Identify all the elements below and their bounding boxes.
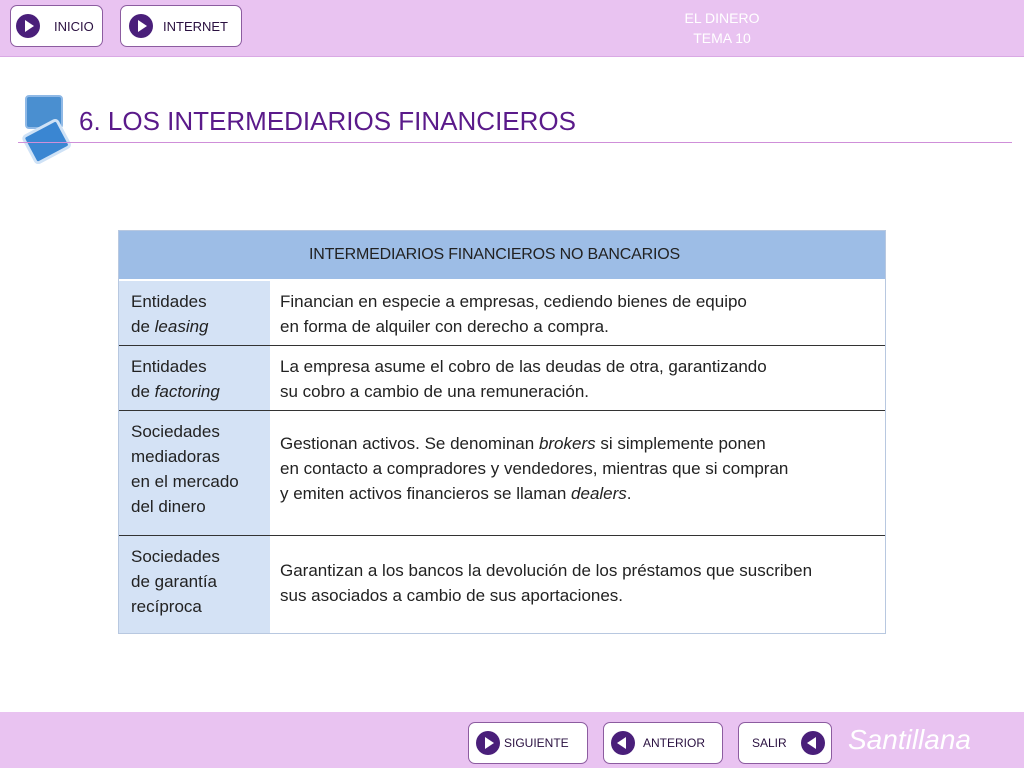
inicio-button[interactable] xyxy=(10,5,103,47)
row-desc-line: y emiten activos financieros se llaman dealers. xyxy=(280,484,632,503)
row-label-line: en el mercado xyxy=(131,472,239,491)
internet-label: INTERNET xyxy=(163,18,228,34)
row-label-line: Sociedades xyxy=(131,422,220,441)
row-label-cell xyxy=(119,411,270,536)
row-label-line: de leasing xyxy=(131,317,209,336)
row-label-line: Entidades xyxy=(131,357,207,376)
siguiente-label: SIGUIENTE xyxy=(504,736,569,750)
internet-button[interactable] xyxy=(120,5,242,47)
row-desc-line: su cobro a cambio de una remuneración. xyxy=(280,382,590,401)
row-desc-line: Financian en especie a empresas, cediendo bienes de equipo xyxy=(280,292,747,311)
row-label-line: mediadoras xyxy=(131,447,220,466)
brand-logo: Santillana xyxy=(848,724,971,755)
row-desc-line: en forma de alquiler con derecho a compra. xyxy=(280,317,609,336)
page-title: 6. LOS INTERMEDIARIOS FINANCIEROS xyxy=(79,106,576,136)
intermediaries-table xyxy=(118,230,886,634)
row-desc-line: La empresa asume el cobro de las deudas de otra, garantizando xyxy=(280,357,767,376)
row-label-line: Entidades xyxy=(131,292,207,311)
row-desc-line: Gestionan activos. Se denominan brokers si simplemente ponen xyxy=(280,434,766,453)
play-icon xyxy=(16,14,40,38)
table-row xyxy=(119,345,885,411)
tema-line-2: TEMA 10 xyxy=(693,30,751,46)
salir-label: SALIR xyxy=(752,736,787,750)
row-desc-cell xyxy=(270,346,885,411)
row-desc-cell xyxy=(270,281,885,346)
row-desc-cell xyxy=(270,411,885,536)
table-header-label: INTERMEDIARIOS FINANCIEROS NO BANCARIOS xyxy=(309,246,680,263)
inicio-label: INICIO xyxy=(54,18,94,34)
tema-label xyxy=(660,8,784,48)
title-divider xyxy=(18,142,1012,143)
row-label-cell xyxy=(119,281,270,346)
salir-button[interactable] xyxy=(738,722,832,764)
row-label-line: de garantía xyxy=(131,572,218,591)
row-desc-line: en contacto a compradores y vendedores, mientras que si compran xyxy=(280,459,789,478)
row-label-line: Sociedades xyxy=(131,547,220,566)
row-label-line: del dinero xyxy=(131,497,206,516)
table-row xyxy=(119,535,885,633)
siguiente-button[interactable] xyxy=(468,722,588,764)
row-label-line: de factoring xyxy=(131,382,220,401)
back-icon xyxy=(611,731,635,755)
row-desc-line: Garantizan a los bancos la devolución de los préstamos que suscriben xyxy=(280,561,813,580)
row-label-cell xyxy=(119,346,270,411)
table-header xyxy=(119,231,885,279)
anterior-button[interactable] xyxy=(603,722,723,764)
row-label-cell xyxy=(119,536,270,633)
row-desc-cell xyxy=(270,536,885,633)
table-row xyxy=(119,410,885,536)
table-row xyxy=(119,281,885,346)
row-desc-line: sus asociados a cambio de sus aportaciones. xyxy=(280,586,624,605)
play-icon xyxy=(476,731,500,755)
slides-icon xyxy=(20,94,76,164)
anterior-label: ANTERIOR xyxy=(643,736,706,750)
tema-line-1: EL DINERO xyxy=(684,10,760,26)
row-label-line: recíproca xyxy=(131,597,202,616)
back-icon xyxy=(801,731,825,755)
play-icon xyxy=(129,14,153,38)
